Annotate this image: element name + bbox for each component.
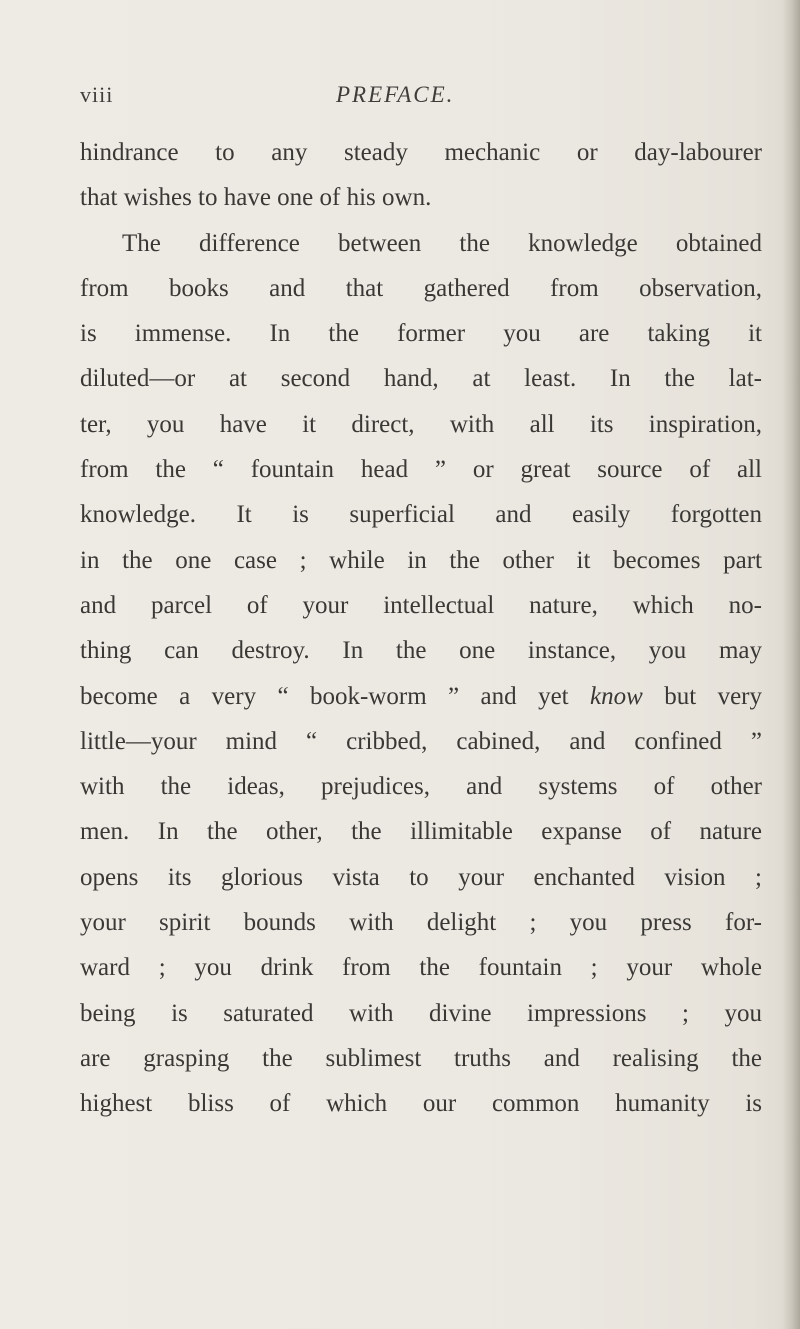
text-segment: become a very “ book-worm ” and yet (80, 682, 591, 710)
text-line: is immense. In the former you are taking it (80, 320, 762, 348)
text-line (80, 674, 762, 719)
text-line: being is saturated with divine impressions ; you (80, 999, 762, 1027)
page-number: viii (80, 82, 114, 107)
text-line: with the ideas, prejudices, and systems of other (80, 773, 762, 801)
text-line: in the one case ; while in the other it becomes part (80, 546, 762, 574)
text-line: men. In the other, the illimitable expanse of nature (80, 818, 762, 846)
body-text (80, 130, 762, 1127)
page-edge-shadow (782, 0, 800, 1329)
text-line: opens its glorious vista to your enchanted vision ; (80, 863, 762, 891)
text-line: little—your mind “ cribbed, cabined, and confined ” (80, 727, 762, 755)
text-line: The difference between the knowledge obtained (122, 229, 762, 257)
text-line: from books and that gathered from observation, (80, 274, 762, 302)
text-line: ter, you have it direct, with all its inspiration, (80, 410, 762, 438)
text-line: from the “ fountain head ” or great source of all (80, 456, 762, 484)
page-header (80, 82, 780, 112)
text-line: knowledge. It is superficial and easily forgotten (80, 501, 762, 529)
emphasized-word: know (590, 682, 643, 710)
text-line: thing can destroy. In the one instance, you may (80, 637, 762, 665)
text-line: are grasping the sublimest truths and realising the (80, 1044, 762, 1072)
text-segment: but very (642, 682, 763, 710)
text-line: diluted—or at second hand, at least. In the lat- (80, 365, 762, 393)
text-line: that wishes to have one of his own. (80, 184, 432, 212)
text-line: ward ; you drink from the fountain ; your whole (80, 954, 762, 982)
text-line: your spirit bounds with delight ; you press for- (80, 909, 762, 937)
running-head: PREFACE. (336, 82, 455, 107)
text-line: highest bliss of which our common humanity is (80, 1090, 762, 1118)
text-line: hindrance to any steady mechanic or day-labourer (80, 139, 762, 166)
text-line: and parcel of your intellectual nature, which no- (80, 591, 762, 619)
